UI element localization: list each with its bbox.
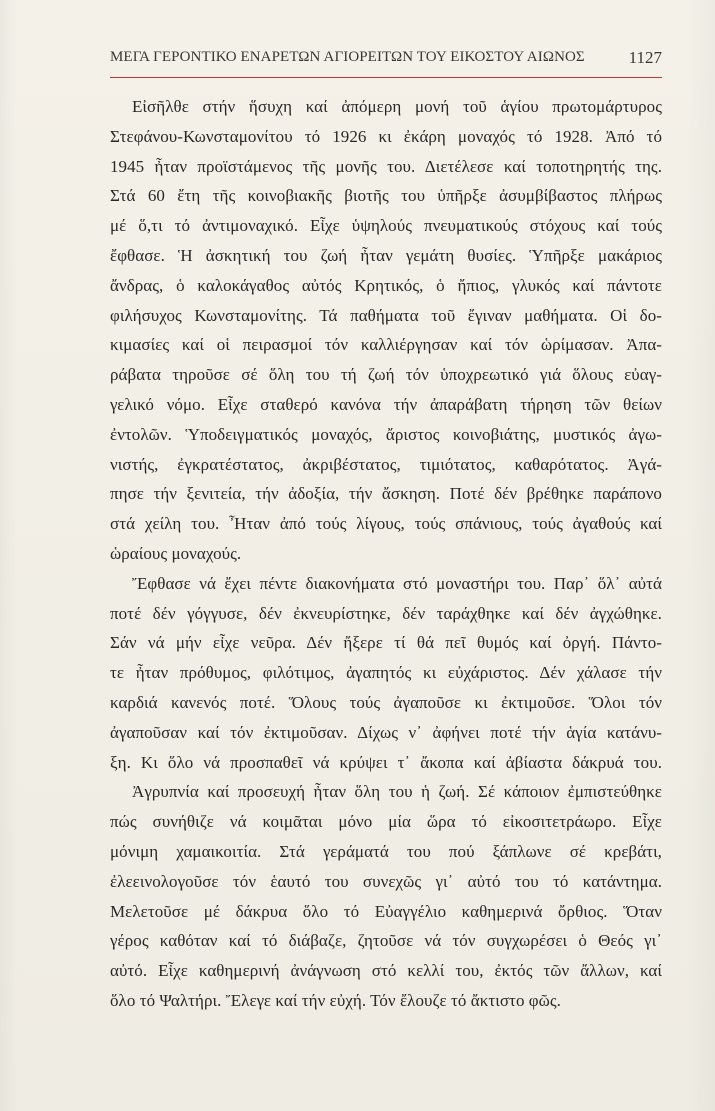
text-line: Στά 60 ἔτη τῆς κοινοβιακῆς βιοτῆς του ὑπῆρξε ἀσυμβίβαστος πλήρως xyxy=(110,186,662,206)
text-line: γέρος καθόταν καί τό διάβαζε, ζητοῦσε νά τόν συγχωρέσει ὁ Θεός γι᾽ xyxy=(110,931,662,951)
text-line: ξη. Κι ὅλο νά προσπαθεῖ νά κρύψει τ᾽ ἄκοπα καί ἀβίαστα δάκρυά του. xyxy=(110,752,662,772)
running-title: ΜΕΓΑ ΓΕΡΟΝΤΙΚΟ ΕΝΑΡΕΤΩΝ ΑΓΙΟΡΕΙΤΩΝ ΤΟΥ ΕΙΚΟΣΤΟΥ ΑΙΩΝΟΣ xyxy=(110,49,585,65)
running-header xyxy=(110,46,662,76)
text-line: ἔφθασε. Ἡ ἀσκητική του ζωή ἦταν γεμάτη θυσίες. Ὑπῆρξε μακάριος xyxy=(110,245,662,265)
page-edge-shadow xyxy=(685,0,715,1111)
text-line: καρδιά κανενός ποτέ. Ὅλους τούς ἀγαποῦσε κι ἐκτιμοῦσε. Ὅλοι τόν xyxy=(110,692,662,712)
text-line: γελικό νόμο. Εἶχε σταθερό κανόνα τήν ἀπαράβατη τήρηση τῶν θείων xyxy=(110,394,662,414)
text-line: νιστής, ἐγκρατέστατος, ἀκριβέστατος, τιμιότατος, καθαρότατος. Ἀγά- xyxy=(110,454,662,474)
text-line: μέ ὅ,τι τό ἀντιμοναχικό. Εἶχε ὑψηλούς πνευματικούς στόχους καί τούς xyxy=(110,216,662,236)
text-line: τε ἦταν πρόθυμος, φιλότιμος, ἀγαπητός κι εὐχάριστος. Δέν χάλασε τήν xyxy=(110,663,662,683)
paragraph-1 xyxy=(110,92,662,569)
text-line: ποτέ δέν γόγγυσε, δέν ἐκνευρίστηκε, δέν ταράχθηκε καί δέν ἀγχώθηκε. xyxy=(110,603,662,623)
text-line: ὡραίους μοναχούς. xyxy=(110,543,242,563)
text-line: ὅλο τό Ψαλτήρι. Ἔλεγε καί τήν εὐχή. Τόν ἔλουζε τό ἄκτιστο φῶς. xyxy=(110,990,561,1010)
text-line: ἀγαποῦσαν καί τόν ἐκτιμοῦσαν. Δίχως ν᾽ ἀφήνει ποτέ τήν ἁγία κατάνυ- xyxy=(110,722,662,742)
text-line: ράβατα τηροῦσε σέ ὅλη του τή ζωή τόν ὑποχρεωτικό γιά ὅλους εὐαγ- xyxy=(110,365,662,385)
text-line: Εἰσῆλθε στήν ἥσυχη καί ἀπόμερη μονή τοῦ ἁγίου πρωτομάρτυρος xyxy=(132,97,662,116)
text-line: φιλήσυχος Κωνσταμονίτης. Τά παθήματα τοῦ ἔγιναν μαθήματα. Οἱ δο- xyxy=(110,305,662,325)
text-line: ἐντολῶν. Ὑποδειγματικός μοναχός, ἄριστος κοινοβιάτης, μυστικός ἀγω- xyxy=(110,424,662,444)
text-line: μόνιμη χαμαικοιτία. Στά γεράματά του πού ξάπλωνε σέ κρεβάτι, xyxy=(110,841,662,861)
text-line: ἐλεεινολογοῦσε τόν ἑαυτό του συνεχῶς γι᾽ αὐτό του τό κατάντημα. xyxy=(110,871,662,891)
text-line: Μελετοῦσε μέ δάκρυα ὅλο τό Εὐαγγέλιο καθημερινά ὄρθιος. Ὅταν xyxy=(110,901,662,921)
text-line: στά χείλη του. Ἦταν ἀπό τούς λίγους, τούς σπάνιους, τούς ἀγαθούς καί xyxy=(110,514,662,534)
text-line: 1945 ἦταν προϊστάμενος τῆς μονῆς του. Διετέλεσε καί τοποτηρητής της. xyxy=(110,156,662,176)
paragraph-3 xyxy=(110,777,662,1015)
text-line: Ἔφθασε νά ἔχει πέντε διακονήματα στό μοναστήρι του. Παρ᾽ ὅλ᾽ αὐτά xyxy=(132,573,662,593)
text-line: αὐτό. Εἶχε καθημερινή ἀνάγνωση στό κελλί του, ἐκτός τῶν ἄλλων, καί xyxy=(110,961,662,981)
text-line: πώς συνήθιζε νά κοιμᾶται μόνο μία ὥρα τό εἰκοσιτετράωρο. Εἶχε xyxy=(110,812,662,832)
text-line: κιμασίες καί οἱ πειρασμοί τόν καλλιέργησαν καί τόν ὡρίμασαν. Ἀπα- xyxy=(110,335,662,355)
page-number: 1127 xyxy=(628,48,662,67)
text-line: πησε τήν ξενιτεία, τήν ἀδοξία, τήν ἄσκηση. Ποτέ δέν βρέθηκε παράπονο xyxy=(110,484,662,504)
text-line: Σάν νά μήν εἶχε νεῦρα. Δέν ἤξερε τί θά πεῖ θυμός καί ὀργή. Πάντο- xyxy=(110,633,662,653)
body-text xyxy=(110,92,662,1016)
paragraph-2 xyxy=(110,569,662,778)
text-line: Ἀγρυπνία καί προσευχή ἦταν ὅλη του ἡ ζωή. Σέ κάποιον ἐμπιστεύθηκε xyxy=(132,782,662,802)
header-rule xyxy=(110,77,662,78)
text-line: Στεφάνου-Κωνσταμονίτου τό 1926 κι ἐκάρη μοναχός τό 1928. Ἀπό τό xyxy=(110,126,662,146)
text-line: ἄνδρας, ὁ καλοκάγαθος αὐτός Κρητικός, ὁ ἤπιος, γλυκός καί πάντοτε xyxy=(110,275,662,295)
